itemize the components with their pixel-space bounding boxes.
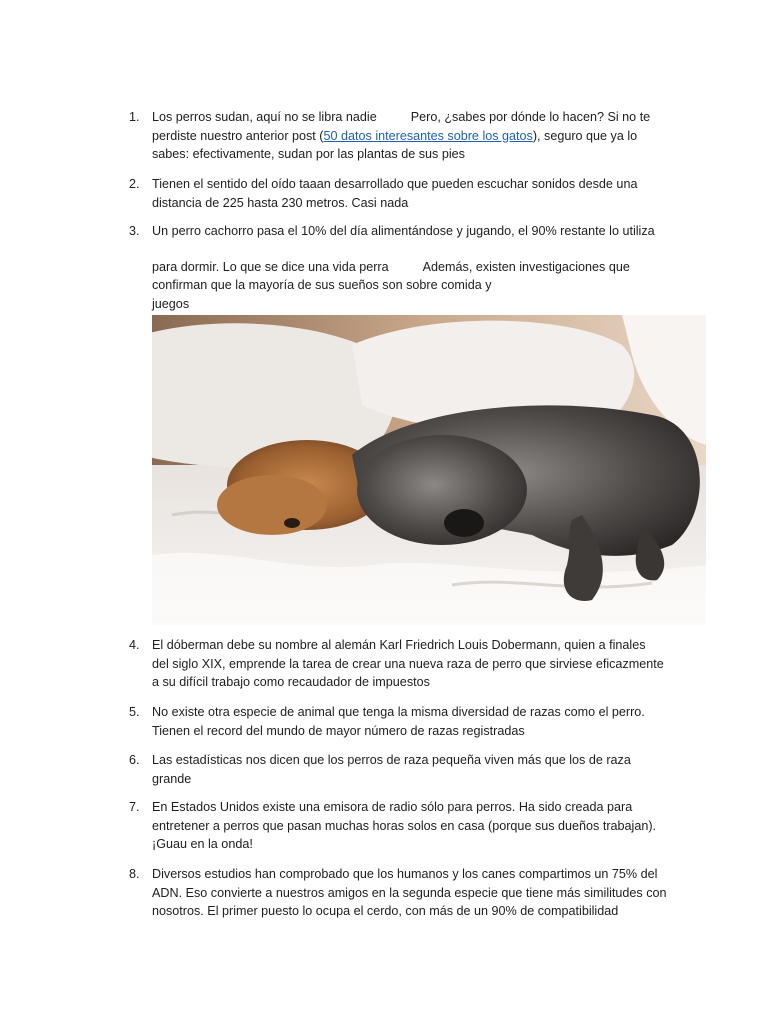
list-number: 1. [129,110,140,124]
text-line: del siglo XIX, emprende la tarea de crear una nueva raza de perro que sirviese eficazmente [152,656,664,671]
text-line: El dóberman debe su nombre al alemán Karl Friedrich Louis Dobermann, quien a finales [152,638,646,652]
sleeping-dogs-illustration [152,315,706,625]
text-line: Tienen el record del mundo de mayor número de razas registradas [152,723,525,738]
sleeping-dogs-photo [152,315,706,625]
text-line: No existe otra especie de animal que tenga la misma diversidad de razas como el perro. [152,705,645,719]
text-line: Tienen el sentido del oído taaan desarrollado que pueden escuchar sonidos desde una [152,177,638,191]
text-line: Un perro cachorro pasa el 10% del día alimentándose y jugando, el 90% restante lo utiliza [152,224,655,238]
list-item-text [152,636,689,692]
text-line: entretener a perros que pasan muchas horas solos en casa (porque sus dueños trabajan). [152,818,657,833]
text-line: distancia de 225 hasta 230 metros. Casi nada [152,195,409,210]
list-number: 3. [129,224,140,238]
text-line: sabes: efectivamente, sudan por las plantas de sus pies [152,147,465,162]
list-item-text [152,703,689,740]
text-line: En Estados Unidos existe una emisora de radio sólo para perros. Ha sido creada para [152,800,633,814]
list-number: 2. [129,177,140,191]
list-item-text [152,798,689,854]
list-number: 8. [129,867,140,881]
post-link[interactable]: 50 datos interesantes sobre los gatos [323,128,533,143]
text-segment: perdiste nuestro anterior post ( [152,128,324,143]
text-segment: Pero, ¿sabes por dónde lo hacen? Si no te [410,110,651,124]
text-line: confirman que la mayoría de sus sueños son sobre comida y [152,278,492,293]
list-item-text [152,865,689,921]
text-line: grande [152,771,192,786]
list-item-text [152,222,689,313]
text-segment: Los perros sudan, aquí no se libra nadie [152,110,377,124]
list-item-text [152,108,689,164]
text-segment: ), seguro que ya lo [532,128,638,143]
text-line: ¡Guau en la onda! [152,837,253,852]
text-line: juegos [152,296,190,311]
list-number: 6. [129,753,140,767]
text-line: Diversos estudios han comprobado que los humanos y los canes compartimos un 75% del [152,867,658,881]
text-line: a su difícil trabajo como recaudador de impuestos [152,675,430,690]
list-item-text [152,175,689,212]
text-segment: para dormir. Lo que se dice una vida perra [152,259,389,274]
text-segment: Además, existen investigaciones que [422,259,630,274]
text-line: Las estadísticas nos dicen que los perros de raza pequeña viven más que los de raza [152,753,631,767]
text-line: ADN. Eso convierte a nuestros amigos en la segunda especie que tiene más similitudes con [152,885,667,900]
list-number: 4. [129,638,140,652]
text-line: nosotros. El primer puesto lo ocupa el cerdo, con más de un 90% de compatibilidad [152,904,619,919]
list-number: 7. [129,800,140,814]
list-number: 5. [129,705,140,719]
list-item-text [152,751,689,788]
